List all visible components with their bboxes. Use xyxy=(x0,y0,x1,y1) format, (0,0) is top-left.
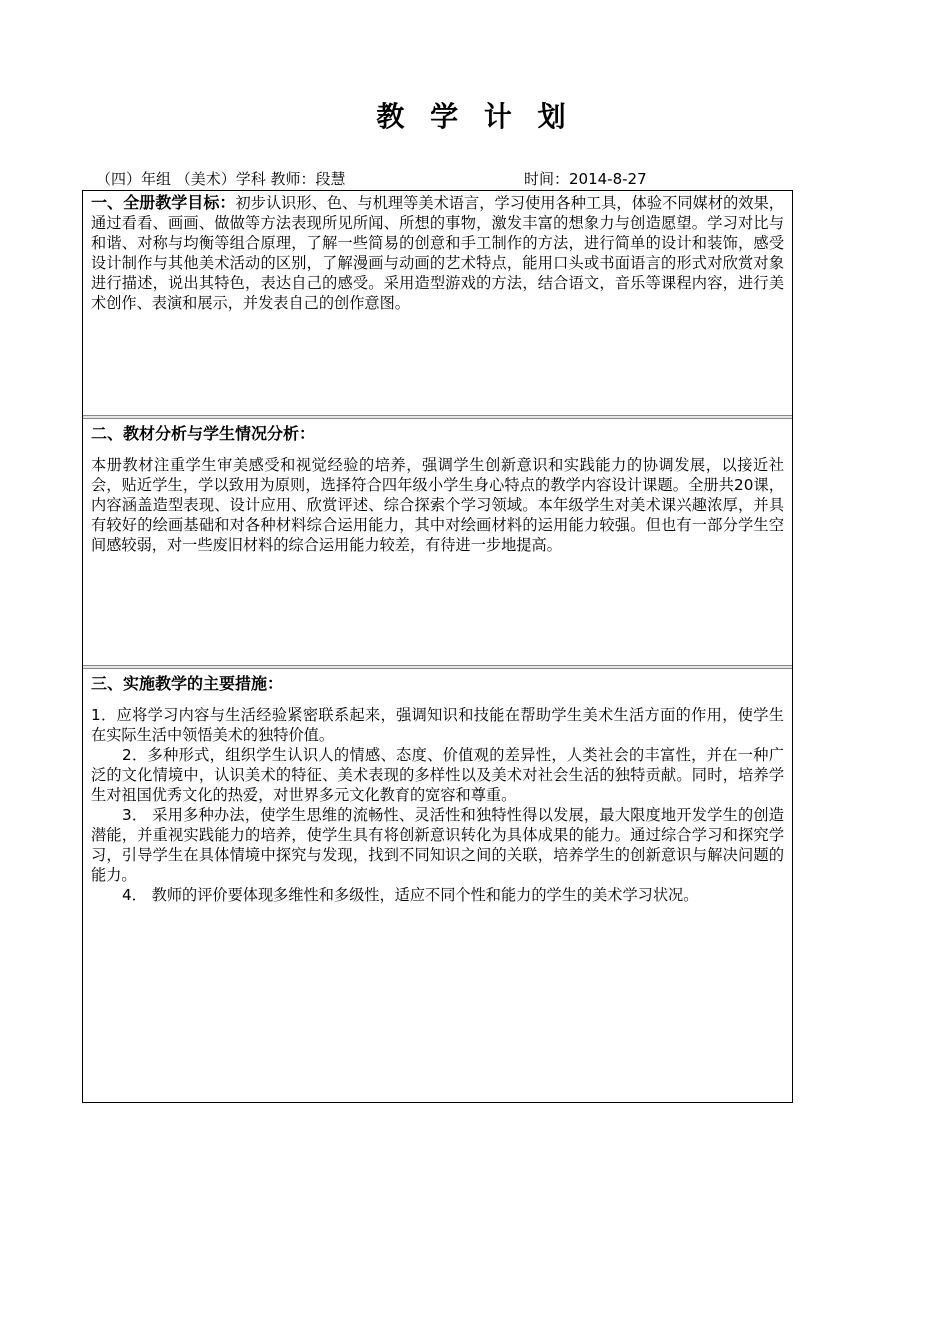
section-analysis-heading: 二、教材分析与学生情况分析： xyxy=(91,424,316,443)
section-analysis xyxy=(83,419,792,665)
measure-item-3: 3． 采用多种办法，使学生思维的流畅性、灵活性和独特性得以发展，最大限度地开发学生的创造潜能，并重视实践能力的培养，使学生具有将创新意识转化为具体成果的能力。通过综合学习和探究学习，引导学生在具体情境中探究与发现，找到不同知识之间的关联，培养学生的创新意识与解决问题的能力。 xyxy=(91,806,784,884)
measure-item-1: 1．应将学习内容与生活经验紧密联系起来，强调知识和技能在帮助学生美术生活方面的作用，使学生在实际生活中领悟美术的独特价值。 xyxy=(91,706,784,744)
plan-table xyxy=(82,190,793,1103)
section-analysis-text: 本册教材注重学生审美感受和视觉经验的培养，强调学生创新意识和实践能力的协调发展，以接近社会，贴近学生，学以致用为原则，选择符合四年级小学生身心特点的教学内容设计课题。全册共20课，内容涵盖造型表现、设计应用、欣赏评述、综合探索个学习领域。本年级学生对美术课兴趣浓厚，并具有较好的绘画基础和对各种材料综合运用能力，其中对绘画材料的运用能力较强。但也有一部分学生空间感较弱，对一些废旧材料的综合运用能力较差，有待进一步地提高。 xyxy=(91,456,784,554)
page-title: 教 学 计 划 xyxy=(376,100,574,133)
section-teaching-goals-heading: 一、全册教学目标： xyxy=(91,193,236,212)
section-teaching-goals-text: 初步认识形、色、与机理等美术语言，学习使用各种工具，体验不同媒材的效果，通过看看、画画、做做等方法表现所见所闻、所想的事物，激发丰富的想象力与创造愿望。学习对比与和谐、对称与均衡等组合原理，了解一些简易的创意和手工制作的方法，进行简单的设计和装饰，感受设计制作与其他美术活动的区别，了解漫画与动画的艺术特点，能用口头或书面语言的形式对欣赏对象进行描述，说出其特色，表达自己的感受。采用造型游戏的方法，结合语文，音乐等课程内容，进行美术创作、表演和展示，并发表自己的创作意图。 xyxy=(91,194,784,312)
meta-row xyxy=(96,168,796,190)
meta-grade-subject-teacher: （四）年组 （美术）学科 教师：段慧 xyxy=(96,170,346,188)
measure-item-4: 4． 教师的评价要体现多维性和多级性，适应不同个性和能力的学生的美术学习状况。 xyxy=(122,886,699,904)
section-measures-heading: 三、实施教学的主要措施： xyxy=(91,674,284,693)
section-teaching-goals-paragraph xyxy=(91,193,784,313)
measure-item-2: 2．多种形式，组织学生认识人的情感、态度、价值观的差异性，人类社会的丰富性，并在一种广泛的文化情境中，认识美术的特征、美术表现的多样性以及美术对社会生活的独特贡献。同时，培养学生对祖国优秀文化的热爱，对世界多元文化教育的宽容和尊重。 xyxy=(91,746,784,804)
meta-date: 时间：2014-8-27 xyxy=(524,170,647,188)
section-teaching-goals xyxy=(83,191,792,415)
section-measures xyxy=(83,669,792,1102)
